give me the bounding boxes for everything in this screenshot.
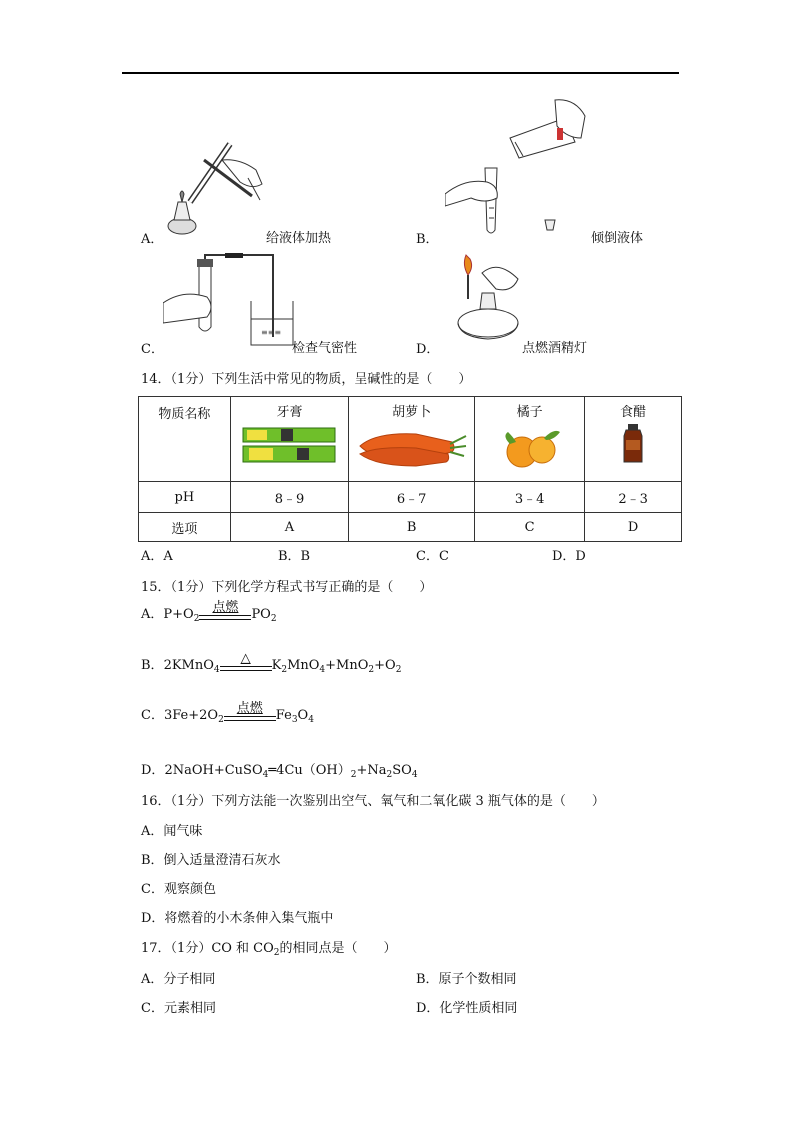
q17-stem: 17．（1分）CO 和 $CO_2$的相同点是（ ）: [141, 941, 397, 958]
q14-option-d: D．D: [552, 549, 586, 564]
q14-option-a: A．A: [141, 549, 173, 564]
q13-option-b-label: B．: [416, 232, 439, 247]
q15-option-a: A．$P+O_2$ 点燃 $PO_2$: [141, 600, 277, 624]
equation-right: +MnO: [325, 658, 369, 673]
toothpaste-label: 牙膏: [276, 405, 303, 420]
table-row: [139, 482, 682, 513]
q17-option-a: A．分子相同: [141, 972, 216, 987]
q16-option-a: A．闻气味: [141, 824, 203, 839]
q17-option-c: C．元素相同: [141, 1001, 216, 1016]
q14-stem: 14．（1分）下列生活中常见的物质，呈碱性的是（ ）: [141, 372, 472, 387]
table-header-cell: 物质名称: [139, 397, 231, 482]
orange-label: 橘子: [516, 405, 543, 420]
equation-right: K: [271, 658, 282, 673]
equation-right: +O: [374, 658, 396, 673]
option-label: A．: [141, 607, 164, 622]
condition-text: 点燃: [236, 701, 263, 716]
table-header-cell: [475, 397, 585, 482]
table-cell: pH: [139, 482, 231, 513]
equation-left: 2KMnO: [163, 658, 214, 673]
table-row: [139, 397, 682, 482]
table-cell: 8﹣9: [230, 482, 349, 513]
table-cell: 6﹣7: [349, 482, 475, 513]
vinegar-label: 食醋: [620, 405, 647, 420]
lighting-alcohol-lamp-illustration: [438, 253, 524, 345]
reaction-condition: [224, 702, 276, 725]
condition-text: △: [240, 651, 251, 666]
equation-right: O: [297, 708, 309, 723]
heating-liquid-illustration: [160, 130, 270, 242]
q17-option-b: B．原子个数相同: [416, 972, 517, 987]
table-header-cell: [349, 397, 475, 482]
q16-option-c: C．观察颜色: [141, 882, 216, 897]
equation-text: 2NaOH+CuSO: [164, 763, 263, 778]
q13-option-c-caption: 检查气密性: [292, 341, 358, 356]
svg-text:≡≡≡: ≡≡≡: [261, 328, 282, 337]
q13-option-a-label: A．: [141, 232, 164, 247]
condition-text: 点燃: [212, 600, 239, 615]
q13-option-d-caption: 点燃酒精灯: [522, 341, 588, 356]
equation-right: MnO: [287, 658, 320, 673]
ph-table: [138, 396, 682, 542]
table-header-cell: [230, 397, 349, 482]
q15-option-b: B．2KMnO$_4$ △ $K_2MnO_4+MnO_2+O_2$: [141, 651, 402, 675]
reaction-condition: [220, 652, 272, 675]
table-cell: 3﹣4: [475, 482, 585, 513]
option-label: C．: [141, 708, 164, 723]
q13-option-a-caption: 给液体加热: [266, 231, 332, 246]
q13-option-d-label: D．: [416, 342, 440, 357]
q16-option-b: B．倒入适量澄清石灰水: [141, 853, 281, 868]
table-cell: 选项: [139, 513, 231, 542]
equation-text: ═4Cu（OH）: [268, 763, 351, 778]
equation-right: PO: [251, 607, 271, 622]
q16-stem: 16．（1分）下列方法能一次鉴别出空气、氧气和二氧化碳 3 瓶气体的是（ ）: [141, 794, 605, 809]
carrot-label: 胡萝卜: [392, 405, 432, 420]
stem-text: 17．（1分）CO 和 CO: [141, 941, 274, 956]
table-cell: A: [230, 513, 349, 542]
q15-stem: 15．（1分）下列化学方程式书写正确的是（ ）: [141, 580, 433, 595]
pouring-liquid-illustration: [445, 98, 590, 238]
q16-option-d: D．将燃着的小木条伸入集气瓶中: [141, 911, 334, 926]
table-cell: D: [585, 513, 682, 542]
table-cell: C: [475, 513, 585, 542]
table-header-cell: [585, 397, 682, 482]
q15-option-d: D．$2NaOH+CuSO_4═4Cu(OH)_2+Na_2SO_4$: [141, 763, 418, 780]
vinegar-image: [618, 422, 648, 466]
equation-text: SO: [392, 763, 412, 778]
q17-option-d: D．化学性质相同: [416, 1001, 518, 1016]
equation-left: P+O: [163, 607, 194, 622]
orange-image: [498, 422, 562, 470]
option-label: B．: [141, 658, 164, 673]
stem-text: 的相同点是（ ）: [279, 941, 397, 956]
equation-right: Fe: [275, 708, 292, 723]
airtightness-check-illustration: [163, 253, 298, 347]
q14-option-b: B．B: [278, 549, 311, 564]
carrot-image: [356, 424, 468, 468]
option-label: D．: [141, 763, 165, 778]
table-cell: 2﹣3: [585, 482, 682, 513]
reaction-condition: [199, 601, 251, 624]
q13-option-b-caption: 倾倒液体: [591, 231, 644, 246]
q14-option-c: C．C: [416, 549, 449, 564]
toothpaste-image: [241, 424, 337, 466]
table-row: [139, 513, 682, 542]
table-cell: B: [349, 513, 475, 542]
q15-option-c: C．$3Fe+2O_2$ 点燃 $Fe_3O_4$: [141, 701, 314, 725]
header-rule: [122, 72, 679, 74]
equation-left: 3Fe+2O: [163, 708, 219, 723]
equation-text: +Na: [356, 763, 387, 778]
q13-option-c-label: C．: [141, 342, 164, 357]
